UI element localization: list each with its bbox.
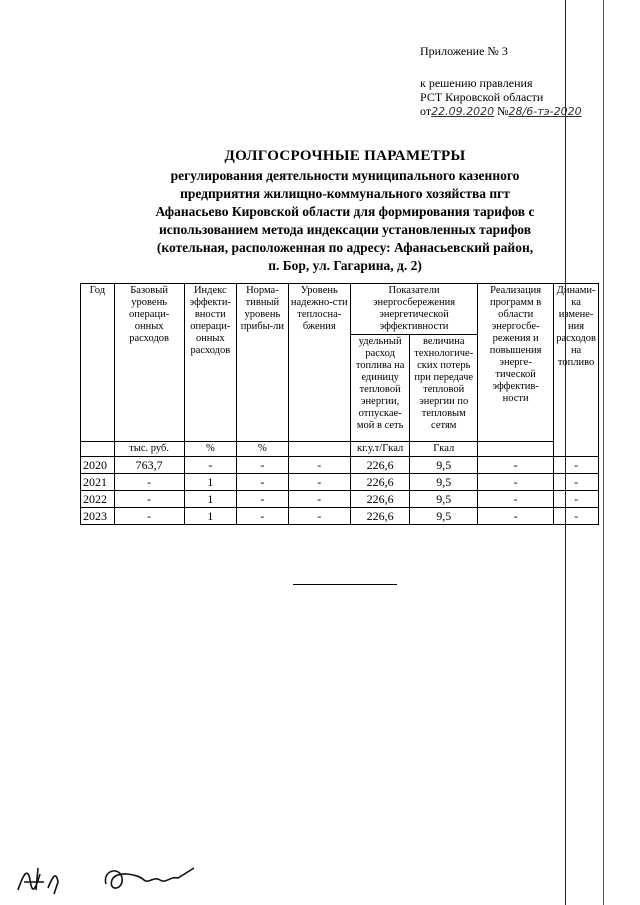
cell-reliability: -: [288, 474, 350, 491]
table-units-row: [81, 442, 599, 457]
appendix-block: [420, 44, 582, 119]
title-line-2: предприятия жилищно-коммунального хозяйства пгт: [180, 186, 510, 201]
header-dynamics: Динами-ка измене-ния расходов на топливо: [554, 284, 599, 457]
unit-base: тыс. руб.: [114, 442, 184, 457]
header-base: Базовый уровень операци-онных расходов: [114, 284, 184, 442]
cell-dynamics: -: [554, 508, 599, 525]
date-handwritten: 22.09.2020: [431, 105, 495, 118]
header-index: Индекс эффекти-вности операци-онных расходов: [184, 284, 237, 442]
cell-year: 2022: [81, 491, 115, 508]
cell-base: -: [114, 491, 184, 508]
header-energy: Показатели энергосбережения энергетической эффективности: [350, 284, 477, 335]
cell-profit: -: [237, 474, 288, 491]
cell-index: -: [184, 457, 237, 474]
appendix-date-line: [420, 104, 582, 119]
cell-profit: -: [237, 491, 288, 508]
cell-dynamics: -: [554, 474, 599, 491]
cell-base: -: [114, 508, 184, 525]
cell-base: 763,7: [114, 457, 184, 474]
table-header-row: [81, 284, 599, 335]
cell-profit: -: [237, 457, 288, 474]
cell-dynamics: -: [554, 457, 599, 474]
header-reliability: Уровень надежно-сти теплосна-бжения: [288, 284, 350, 442]
title-line-5: (котельная, расположенная по адресу: Афанасьевский район,: [156, 240, 534, 255]
cell-dynamics: -: [554, 491, 599, 508]
closing-rule: [293, 584, 397, 585]
cell-fuel: 226,6: [350, 474, 409, 491]
signature-1-icon: [14, 860, 84, 900]
unit-losses: Гкал: [410, 442, 478, 457]
table-row: [81, 457, 599, 474]
cell-losses: 9,5: [410, 474, 478, 491]
cell-year: 2023: [81, 508, 115, 525]
unit-year: [81, 442, 115, 457]
table-row: [81, 491, 599, 508]
cell-profit: -: [237, 508, 288, 525]
appendix-authority: РСТ Кировской области: [420, 90, 544, 104]
title-line-6: п. Бор, ул. Гагарина, д. 2): [268, 258, 422, 273]
cell-losses: 9,5: [410, 457, 478, 474]
number-prefix: №: [497, 104, 509, 118]
cell-base: -: [114, 474, 184, 491]
title-line-4: использованием метода индексации установленных тарифов: [159, 222, 531, 237]
cell-index: 1: [184, 508, 237, 525]
title-line-3: Афанасьево Кировской области для формирования тарифов с: [155, 204, 535, 219]
cell-index: 1: [184, 474, 237, 491]
header-programs: Реализация программ в области энергосбе-режения и повышения энерге-тической эффектив-ности: [478, 284, 554, 442]
cell-programs: -: [478, 474, 554, 491]
cell-programs: -: [478, 508, 554, 525]
appendix-decision: к решению правления: [420, 76, 533, 90]
unit-profit: %: [237, 442, 288, 457]
header-fuel: удельный расход топлива на единицу тепловой энергии, отпускае-мой в сеть: [350, 335, 409, 442]
number-handwritten: 28/6-тэ-2020: [508, 105, 582, 118]
cell-programs: -: [478, 491, 554, 508]
cell-fuel: 226,6: [350, 491, 409, 508]
cell-fuel: 226,6: [350, 457, 409, 474]
unit-index: %: [184, 442, 237, 457]
table-row: [81, 474, 599, 491]
unit-fuel: кг.у.т/Гкал: [350, 442, 409, 457]
cell-programs: -: [478, 457, 554, 474]
cell-reliability: -: [288, 508, 350, 525]
cell-fuel: 226,6: [350, 508, 409, 525]
cell-year: 2020: [81, 457, 115, 474]
cell-year: 2021: [81, 474, 115, 491]
cell-losses: 9,5: [410, 508, 478, 525]
appendix-number: Приложение № 3: [420, 44, 508, 58]
cell-index: 1: [184, 491, 237, 508]
cell-reliability: -: [288, 457, 350, 474]
parameters-table: [80, 283, 599, 525]
date-prefix: от: [420, 104, 432, 118]
unit-programs: [478, 442, 554, 457]
header-losses: величина технологиче-ских потерь при передаче тепловой энергии по тепловым сетям: [410, 335, 478, 442]
cell-losses: 9,5: [410, 491, 478, 508]
unit-reliability: [288, 442, 350, 457]
table-row: [81, 508, 599, 525]
title-line-1: регулирования деятельности муниципального казенного: [170, 168, 520, 183]
cell-reliability: -: [288, 491, 350, 508]
scan-vertical-line-2: [603, 0, 604, 905]
header-profit: Норма-тивный уровень прибы-ли: [237, 284, 288, 442]
header-year: Год: [81, 284, 115, 442]
signature-2-icon: [98, 860, 208, 900]
document-title: [120, 148, 570, 275]
title-main: ДОЛГОСРОЧНЫЕ ПАРАМЕТРЫ: [224, 148, 466, 164]
